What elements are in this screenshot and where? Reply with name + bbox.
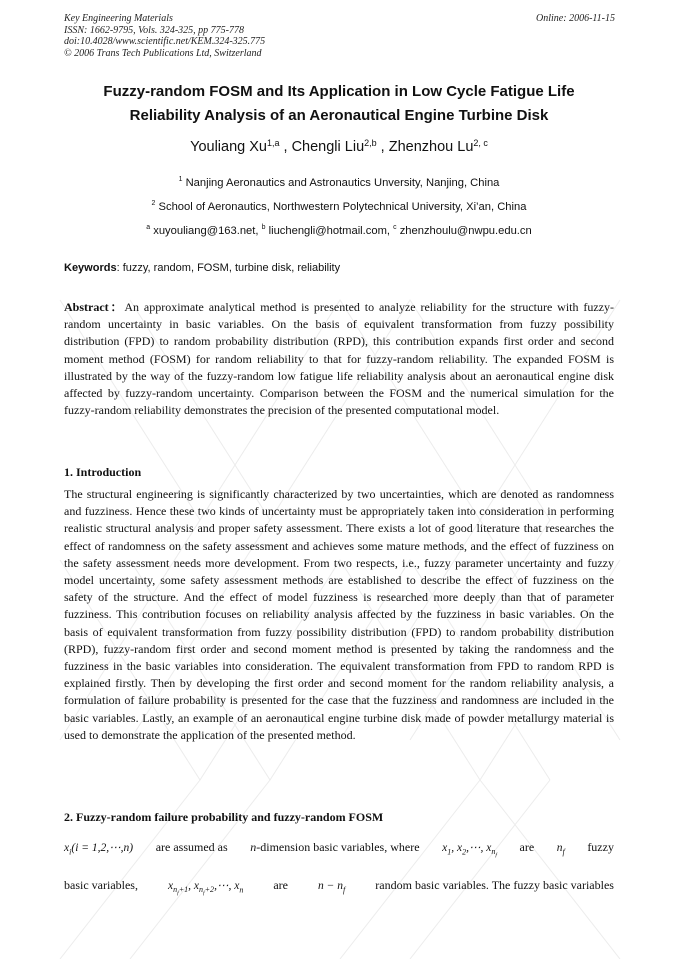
affiliation-text: School of Aeronautics, Northwestern Polytechnical University, Xi’an, China bbox=[158, 201, 527, 213]
journal-header bbox=[64, 13, 265, 59]
author-name: Youliang Xu bbox=[190, 139, 267, 155]
affiliation-1 bbox=[40, 176, 638, 189]
section-heading-introduction: 1. Introduction bbox=[64, 465, 142, 479]
math-n-minus-nf: $n - n_f$ bbox=[318, 880, 346, 895]
body-text: random basic variables. The fuzzy basic variables bbox=[375, 878, 614, 892]
email-link[interactable]: zhenzhoulu@nwpu.edu.cn bbox=[399, 225, 532, 237]
issn-line: ISSN: 1662-9795, Vols. 324-325, pp 775-778 bbox=[64, 24, 244, 36]
affiliation-mark: 2 bbox=[151, 200, 156, 207]
author-list bbox=[40, 138, 638, 155]
body-text: are bbox=[519, 840, 535, 854]
email-mark: a bbox=[146, 224, 151, 231]
author-separator: , bbox=[376, 139, 389, 155]
author-affiliation-mark: 2,b bbox=[364, 138, 377, 148]
email-mark: b bbox=[261, 224, 266, 231]
doi-line: doi:10.4028/www.scientific.net/KEM.324-325.775 bbox=[64, 36, 266, 47]
abstract bbox=[64, 299, 614, 419]
author-name: Chengli Liu bbox=[291, 139, 365, 155]
keywords bbox=[64, 262, 614, 274]
affiliation-text: Nanjing Aeronautics and Astronautics Unversity, Nanjing, China bbox=[185, 177, 500, 189]
keywords-text: : fuzzy, random, FOSM, turbine disk, reliability bbox=[116, 262, 341, 274]
math-nf: $n_f$ bbox=[556, 842, 565, 857]
paper-title bbox=[40, 80, 638, 128]
introduction-paragraph: The structural engineering is significantly characterized by two uncertainties, which are denoted as randomness and fuzziness. Hence these two kinds of uncertainty must be appropriately taken into consideration in performing realistic structural analysis and proper safety assessment. There exists a lot of good literature that researches the effect of randomness on the safety assessment and achieves some mature methods, and the effect of fuzziness on the safety assessment needs more development. From two respects, i.e., fuzzy parameter uncertainty and fuzzy model uncertainty, some safety assessment methods are established to describe the effect of fuzziness on the safety of the structure. And the effect of model fuzziness is researched more deeply than that of parameter fuzziness. This contribution focuses on reliability analysis affected by the fuzziness in basic variables. On the basis of equivalent transformation from fuzzy possibility distribution (FPD) to random probability distribution (RPD), fuzzy-random first order and second moment method is presented by taking the randomness and the fuzziness in the basic variables into consideration. The equivalent transformation from FPD to random RPD is explained firstly. Then by developing the first order and second moment for the random reliability analysis, a formulation of failure probability is presented for the case that the fuzziness and randomness are included in the basic variables. Lastly, an example of an aeronautical engine turbine disk made of powder metallurgy material is used to demonstrate the application of the presented method. bbox=[64, 487, 614, 742]
email-link[interactable]: xuyouliang@163.net, bbox=[153, 225, 259, 237]
body-text: n-dimension basic variables, where bbox=[250, 840, 420, 854]
journal-name: Key Engineering Materials bbox=[64, 13, 173, 24]
math-fuzzy-vars: $x_1$, $x_2,\cdots$, $x_{n_f}$ bbox=[442, 842, 497, 859]
abstract-text: An approximate analytical method is presented to analyze reliability for the structure with fuzzy-random uncertainty in basic variables. On the basis of equivalent transformation from fuzzy possibility distribution (FPD) to random probability distribution (RPD), this contribution expands first order and second moment method (FOSM) for random reliability to that for fuzzy-random reliability. The expanded FOSM is illustrated by the way of the fuzzy-random low fatigue life reliability analysis about an aeronautical engine disk affected by fuzzy-random uncertainty. Comparison between the FOSM and the numerical simulation for the fuzzy-random reliability demonstrates the precision of the presented computational model. bbox=[64, 300, 615, 418]
section2-line-2 bbox=[64, 878, 614, 897]
math-random-vars: $x_{n_f+1}$, $x_{n_f+2},\cdots$, $x_n$ bbox=[167, 880, 244, 897]
body-text: basic variables, bbox=[64, 878, 138, 892]
email-mark: c bbox=[393, 224, 397, 231]
keywords-label: Keywords bbox=[64, 262, 117, 274]
author-name: Zhenzhou Lu bbox=[388, 139, 474, 155]
author-affiliation-mark: 1,a bbox=[266, 138, 280, 148]
affiliation-2 bbox=[40, 200, 638, 213]
online-date: Online: 2006-11-15 bbox=[536, 13, 615, 24]
author-emails bbox=[40, 224, 638, 237]
title-line-2: Reliability Analysis of an Aeronautical Engine Turbine Disk bbox=[129, 107, 549, 124]
section-heading-2: 2. Fuzzy-random failure probability and fuzzy-random FOSM bbox=[64, 810, 384, 824]
body-text: are bbox=[273, 878, 289, 892]
author-separator: , bbox=[279, 139, 292, 155]
email-link[interactable]: liuchengli@hotmail.com, bbox=[268, 225, 391, 237]
affiliation-mark: 1 bbox=[178, 176, 183, 183]
title-line-1: Fuzzy-random FOSM and Its Application in Low Cycle Fatigue Life bbox=[103, 83, 575, 100]
abstract-label: Abstract： bbox=[64, 300, 125, 314]
body-text: are assumed as bbox=[155, 840, 228, 854]
math-xi-index: $x_i(i$ = 1,2,⋯,n) bbox=[64, 842, 134, 857]
section2-line-1 bbox=[64, 840, 614, 859]
author-affiliation-mark: 2, c bbox=[473, 138, 488, 148]
body-text: fuzzy bbox=[587, 840, 614, 854]
copyright-line: © 2006 Trans Tech Publications Ltd, Switzerland bbox=[64, 47, 262, 59]
